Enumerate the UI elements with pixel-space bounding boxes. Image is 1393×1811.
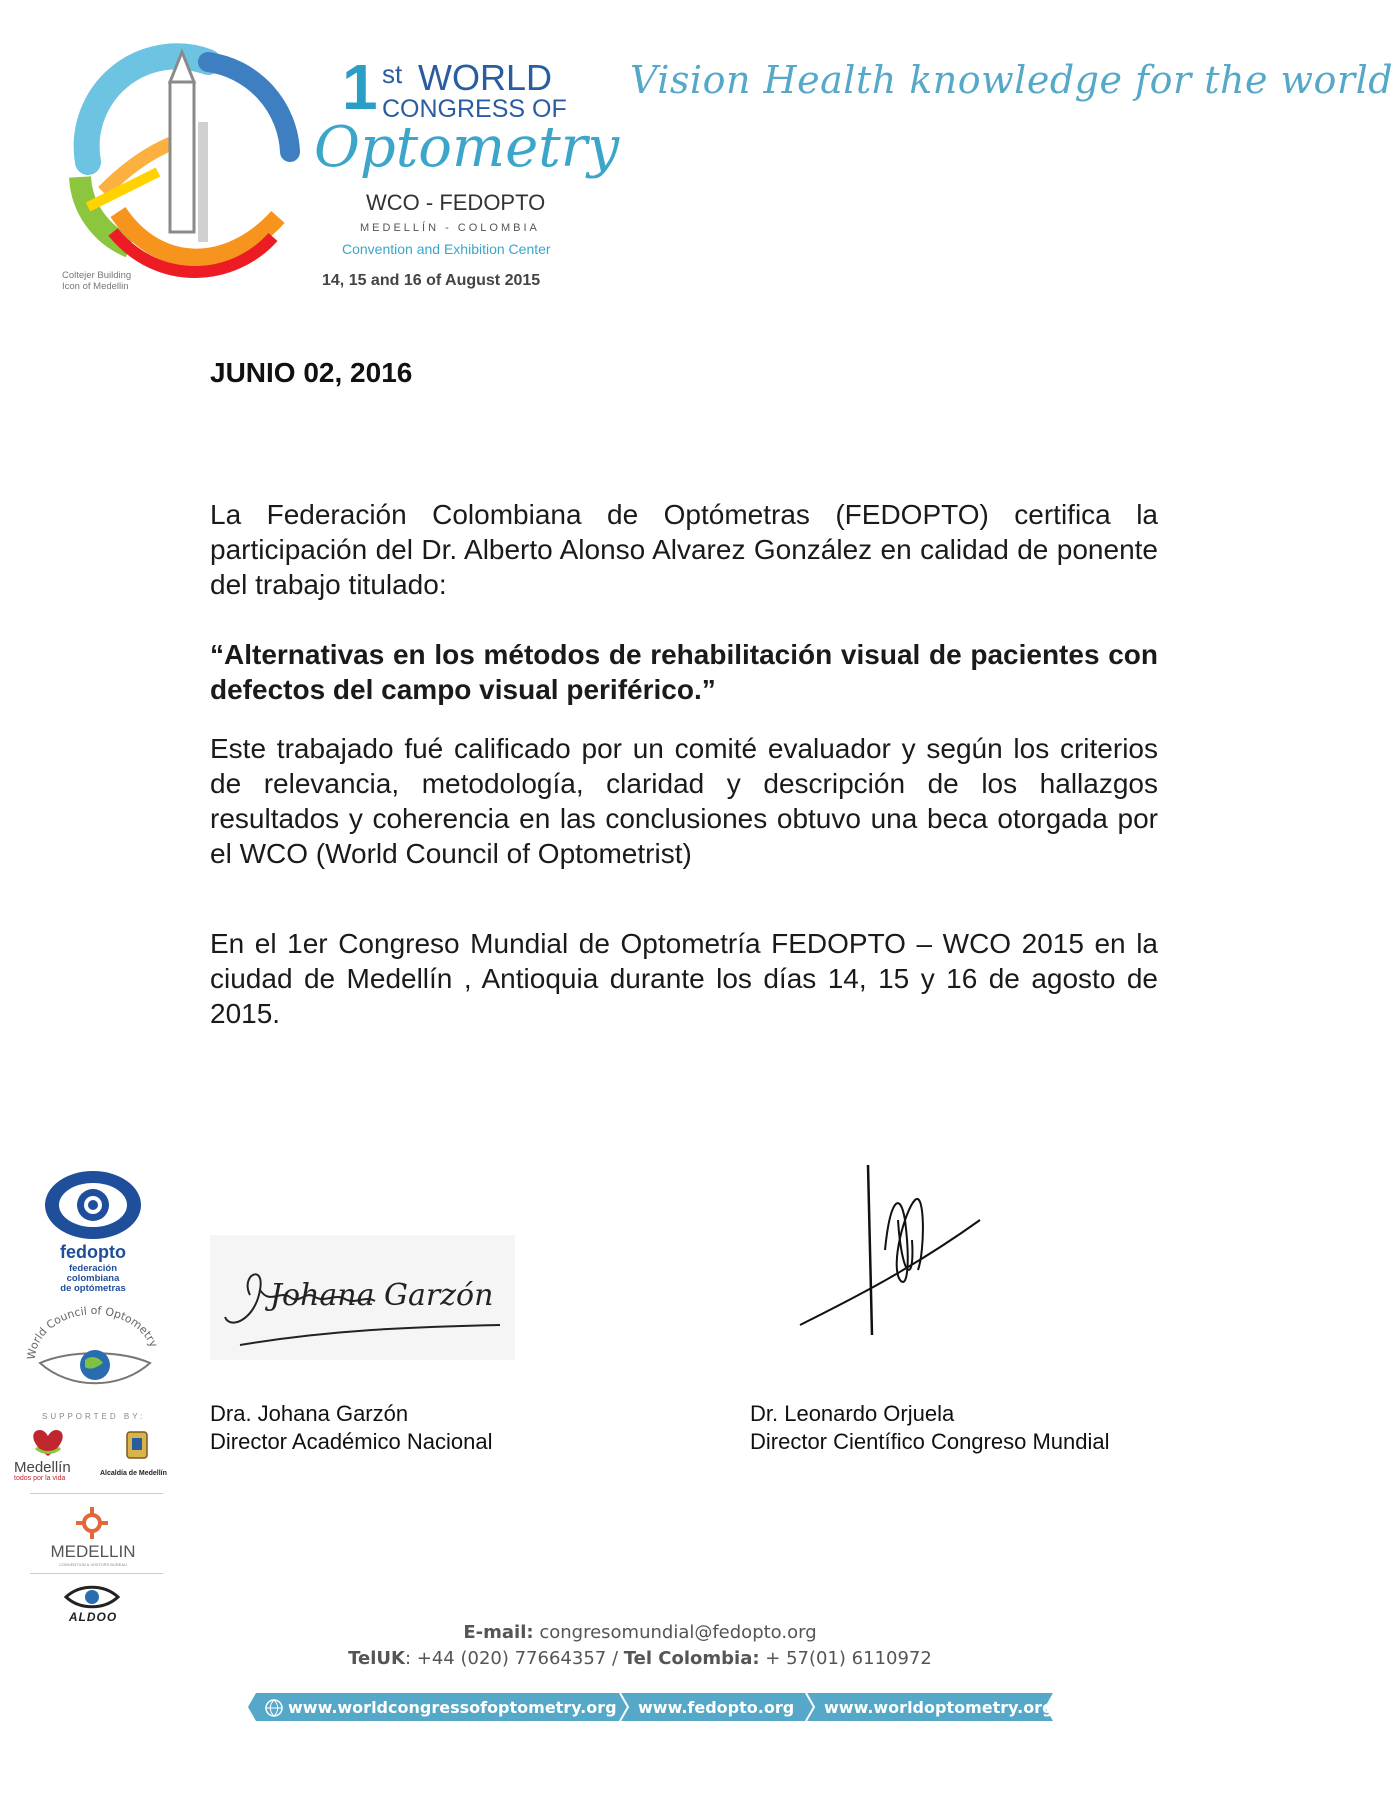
sponsor-divider-2 — [30, 1573, 163, 1574]
letter-date: JUNIO 02, 2016 — [210, 357, 413, 388]
footer-links-bar — [248, 1693, 1053, 1721]
signature-2-icon — [790, 1160, 990, 1350]
fedopto-line3: de optómetras — [60, 1283, 126, 1294]
fedopto-line2: colombiana — [66, 1273, 120, 1284]
certification-paragraph: La Federación Colombiana de Optómetras (FEDOPTO) certifica la participación del Dr. Alberto Alonso Alvarez González en calidad de ponente del trabajo titulado: — [210, 499, 1158, 600]
work-title: “Alternativas en los métodos de rehabilitación visual de pacientes con defectos del campo visual periférico.” — [210, 639, 1158, 705]
bureau-caption: CONVENTION & VISITORS BUREAU — [59, 1562, 127, 1567]
email-line — [0, 1620, 1280, 1646]
signature-1-icon — [210, 1235, 515, 1360]
signature-block-2 — [750, 1160, 1170, 1460]
congress-organizers: WCO - FEDOPTO — [366, 190, 546, 215]
building-caption-line1: Coltejer Building — [62, 270, 132, 281]
congress-dates: 14, 15 and 16 of August 2015 — [322, 272, 541, 289]
signer-2-name: Dr. Leonardo Orjuela — [750, 1401, 955, 1426]
signer-1-role: Director Académico Nacional — [210, 1429, 493, 1454]
medellin-bureau-icon — [72, 1503, 112, 1543]
wco-logo-icon — [25, 1305, 165, 1385]
congress-title-block — [300, 51, 620, 300]
event-paragraph: En el 1er Congreso Mundial de Optometría FEDOPTO – WCO 2015 en la ciudad de Medellín , Antioquia durante los días 14, 15 y 16 de agosto de 2015. — [210, 928, 1158, 1029]
fedopto-name: fedopto — [60, 1242, 126, 1262]
email-label: E-mail: — [463, 1622, 534, 1643]
email-address[interactable]: congresomundial@fedopto.org — [539, 1622, 817, 1643]
congress-city: MEDELLÍN - COLOMBIA — [360, 222, 540, 234]
congress-ordinal: 1 — [342, 51, 378, 123]
fedopto-eye-icon — [43, 1170, 143, 1240]
footer-link-wco[interactable]: www.worldoptometry.org — [824, 1698, 1054, 1717]
congress-line1: WORLD — [418, 57, 552, 98]
congress-logo — [0, 0, 620, 300]
congress-ordinal-suffix: st — [382, 59, 403, 89]
signature-block-1 — [210, 1235, 570, 1460]
congress-line2: CONGRESS OF — [382, 95, 567, 123]
signer-1-name: Dra. Johana Garzón — [210, 1401, 409, 1426]
alcaldia-label: Alcaldía de Medellín — [100, 1470, 167, 1477]
tel-uk-label: TelUK — [348, 1648, 405, 1669]
alcaldia-crest-icon — [125, 1430, 149, 1460]
congress-venue: Convention and Exhibition Center — [342, 241, 551, 257]
evaluation-paragraph: Este trabajado fué calificado por un comité evaluador y según los criterios de relevancia, metodología, claridad y descripción de los hallazgos resultados y coherencia en las conclusiones obtuvo una beca otorgada por el WCO (World Council of Optometrist) — [210, 733, 1158, 869]
wco-arc-text: World Council of Optometry — [25, 1305, 161, 1361]
tel-co-number: + 57(01) 6110972 — [765, 1648, 932, 1669]
footer-link-congress[interactable]: www.worldcongressofoptometry.org — [288, 1698, 617, 1717]
tel-uk-number: : +44 (020) 77664357 / — [404, 1648, 619, 1669]
footer-contact — [0, 1620, 1280, 1672]
congress-emblem-icon — [58, 42, 298, 282]
aldoo-eye-icon — [62, 1582, 122, 1612]
tagline: Vision Health knowledge for the world — [630, 58, 1393, 102]
footer-link-fedopto[interactable]: www.fedopto.org — [638, 1698, 795, 1717]
fedopto-subtitle — [0, 1264, 186, 1294]
phone-line — [0, 1646, 1280, 1672]
medellin-heart-icon — [28, 1428, 68, 1458]
congress-line3: Optometry — [314, 115, 620, 180]
tel-co-label: Tel Colombia: — [623, 1648, 760, 1669]
sponsor-divider-1 — [30, 1493, 163, 1494]
sponsor-column — [0, 1170, 180, 1630]
building-caption — [62, 270, 131, 292]
medellin-bureau-name: MEDELLIN — [50, 1542, 136, 1561]
medellin-logo-text: Medellín — [14, 1459, 71, 1476]
aldoo-label: ALDOO — [68, 1610, 118, 1624]
building-caption-line2: Icon of Medellin — [62, 281, 129, 292]
supported-by-label: SUPPORTED BY: — [42, 1412, 146, 1421]
medellin-slogan: todos por la vida — [14, 1475, 66, 1482]
signature-1-handwriting: Johana Garzón — [270, 1278, 494, 1313]
signer-2-role: Director Científico Congreso Mundial — [750, 1429, 1110, 1454]
fedopto-line1: federación — [68, 1263, 118, 1274]
